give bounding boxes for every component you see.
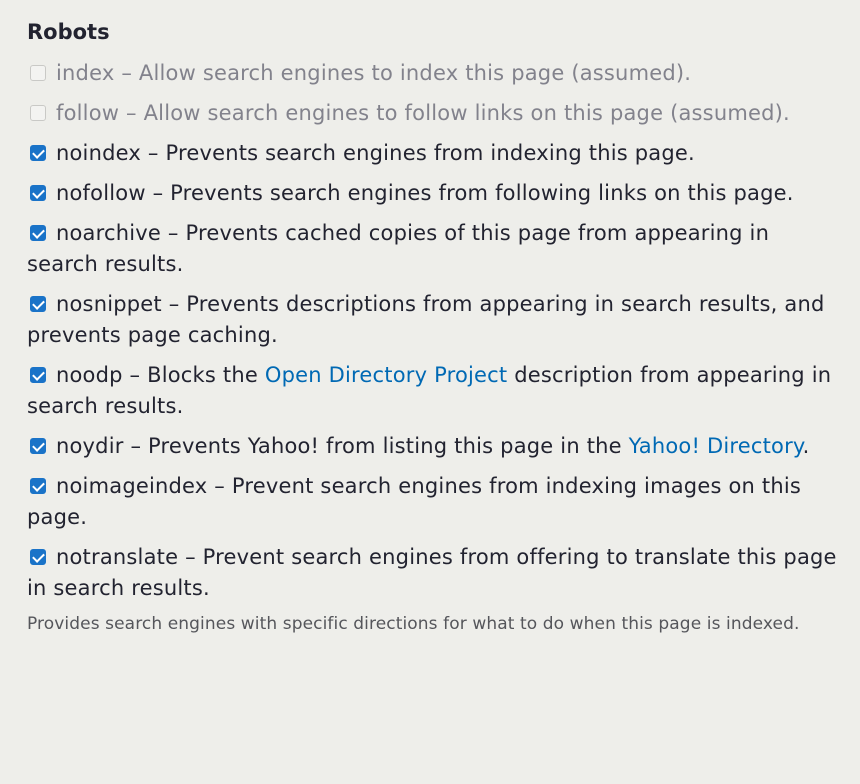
option-noindex-text: – Prevents search engines from indexing this page. — [141, 141, 695, 165]
option-nosnippet-key: nosnippet — [56, 292, 162, 316]
checkbox-follow[interactable] — [30, 105, 46, 121]
checkbox-nosnippet[interactable] — [30, 296, 46, 312]
checkbox-nofollow[interactable] — [30, 185, 46, 201]
checkbox-noindex[interactable] — [30, 145, 46, 161]
option-nofollow — [27, 178, 842, 209]
checkbox-noarchive[interactable] — [30, 225, 46, 241]
option-follow-key: follow — [56, 101, 120, 125]
option-index-text: – Allow search engines to index this page (assumed). — [114, 61, 692, 85]
checkbox-noimageindex[interactable] — [30, 478, 46, 494]
section-title: Robots — [27, 20, 110, 44]
open-directory-project-link[interactable]: Open Directory Project — [264, 363, 508, 387]
option-notranslate — [27, 542, 842, 604]
option-nofollow-key: nofollow — [56, 181, 146, 205]
option-noodp — [27, 360, 842, 422]
yahoo-directory-link[interactable]: Yahoo! Directory — [628, 434, 803, 458]
checkbox-noodp[interactable] — [30, 367, 46, 383]
option-noydir-text-after: . — [802, 434, 810, 458]
option-noodp-text-after: description from appearing in search results. — [27, 363, 832, 418]
checkbox-notranslate[interactable] — [30, 549, 46, 565]
option-noindex-key: noindex — [56, 141, 142, 165]
option-noarchive-text: – Prevents cached copies of this page from appearing in search results. — [27, 221, 770, 276]
checkbox-noydir[interactable] — [30, 438, 46, 454]
option-noarchive — [27, 218, 842, 280]
option-noimageindex — [27, 471, 842, 533]
option-nosnippet-text: – Prevents descriptions from appearing in search results, and prevents page caching. — [27, 292, 825, 347]
option-nofollow-text: – Prevents search engines from following links on this page. — [145, 181, 794, 205]
option-noydir — [27, 431, 842, 462]
option-noimageindex-key: noimageindex — [56, 474, 208, 498]
option-noarchive-key: noarchive — [56, 221, 162, 245]
option-nosnippet — [27, 289, 842, 351]
option-follow-text: – Allow search engines to follow links on this page (assumed). — [119, 101, 790, 125]
option-noodp-text-before: – Blocks the — [122, 363, 265, 387]
option-noydir-text-before: – Prevents Yahoo! from listing this page in the — [123, 434, 629, 458]
option-noindex — [27, 138, 842, 169]
option-noimageindex-text: – Prevent search engines from indexing images on this page. — [27, 474, 802, 529]
option-index — [27, 58, 842, 89]
option-noodp-key: noodp — [56, 363, 123, 387]
checkbox-index[interactable] — [30, 65, 46, 81]
option-notranslate-key: notranslate — [56, 545, 179, 569]
option-follow — [27, 98, 842, 129]
option-notranslate-text: – Prevent search engines from offering to translate this page in search results. — [27, 545, 837, 600]
robots-fieldset — [27, 14, 842, 638]
option-noydir-key: noydir — [56, 434, 124, 458]
section-description: Provides search engines with specific directions for what to do when this page is indexed. — [27, 614, 800, 634]
option-index-key: index — [56, 61, 115, 85]
